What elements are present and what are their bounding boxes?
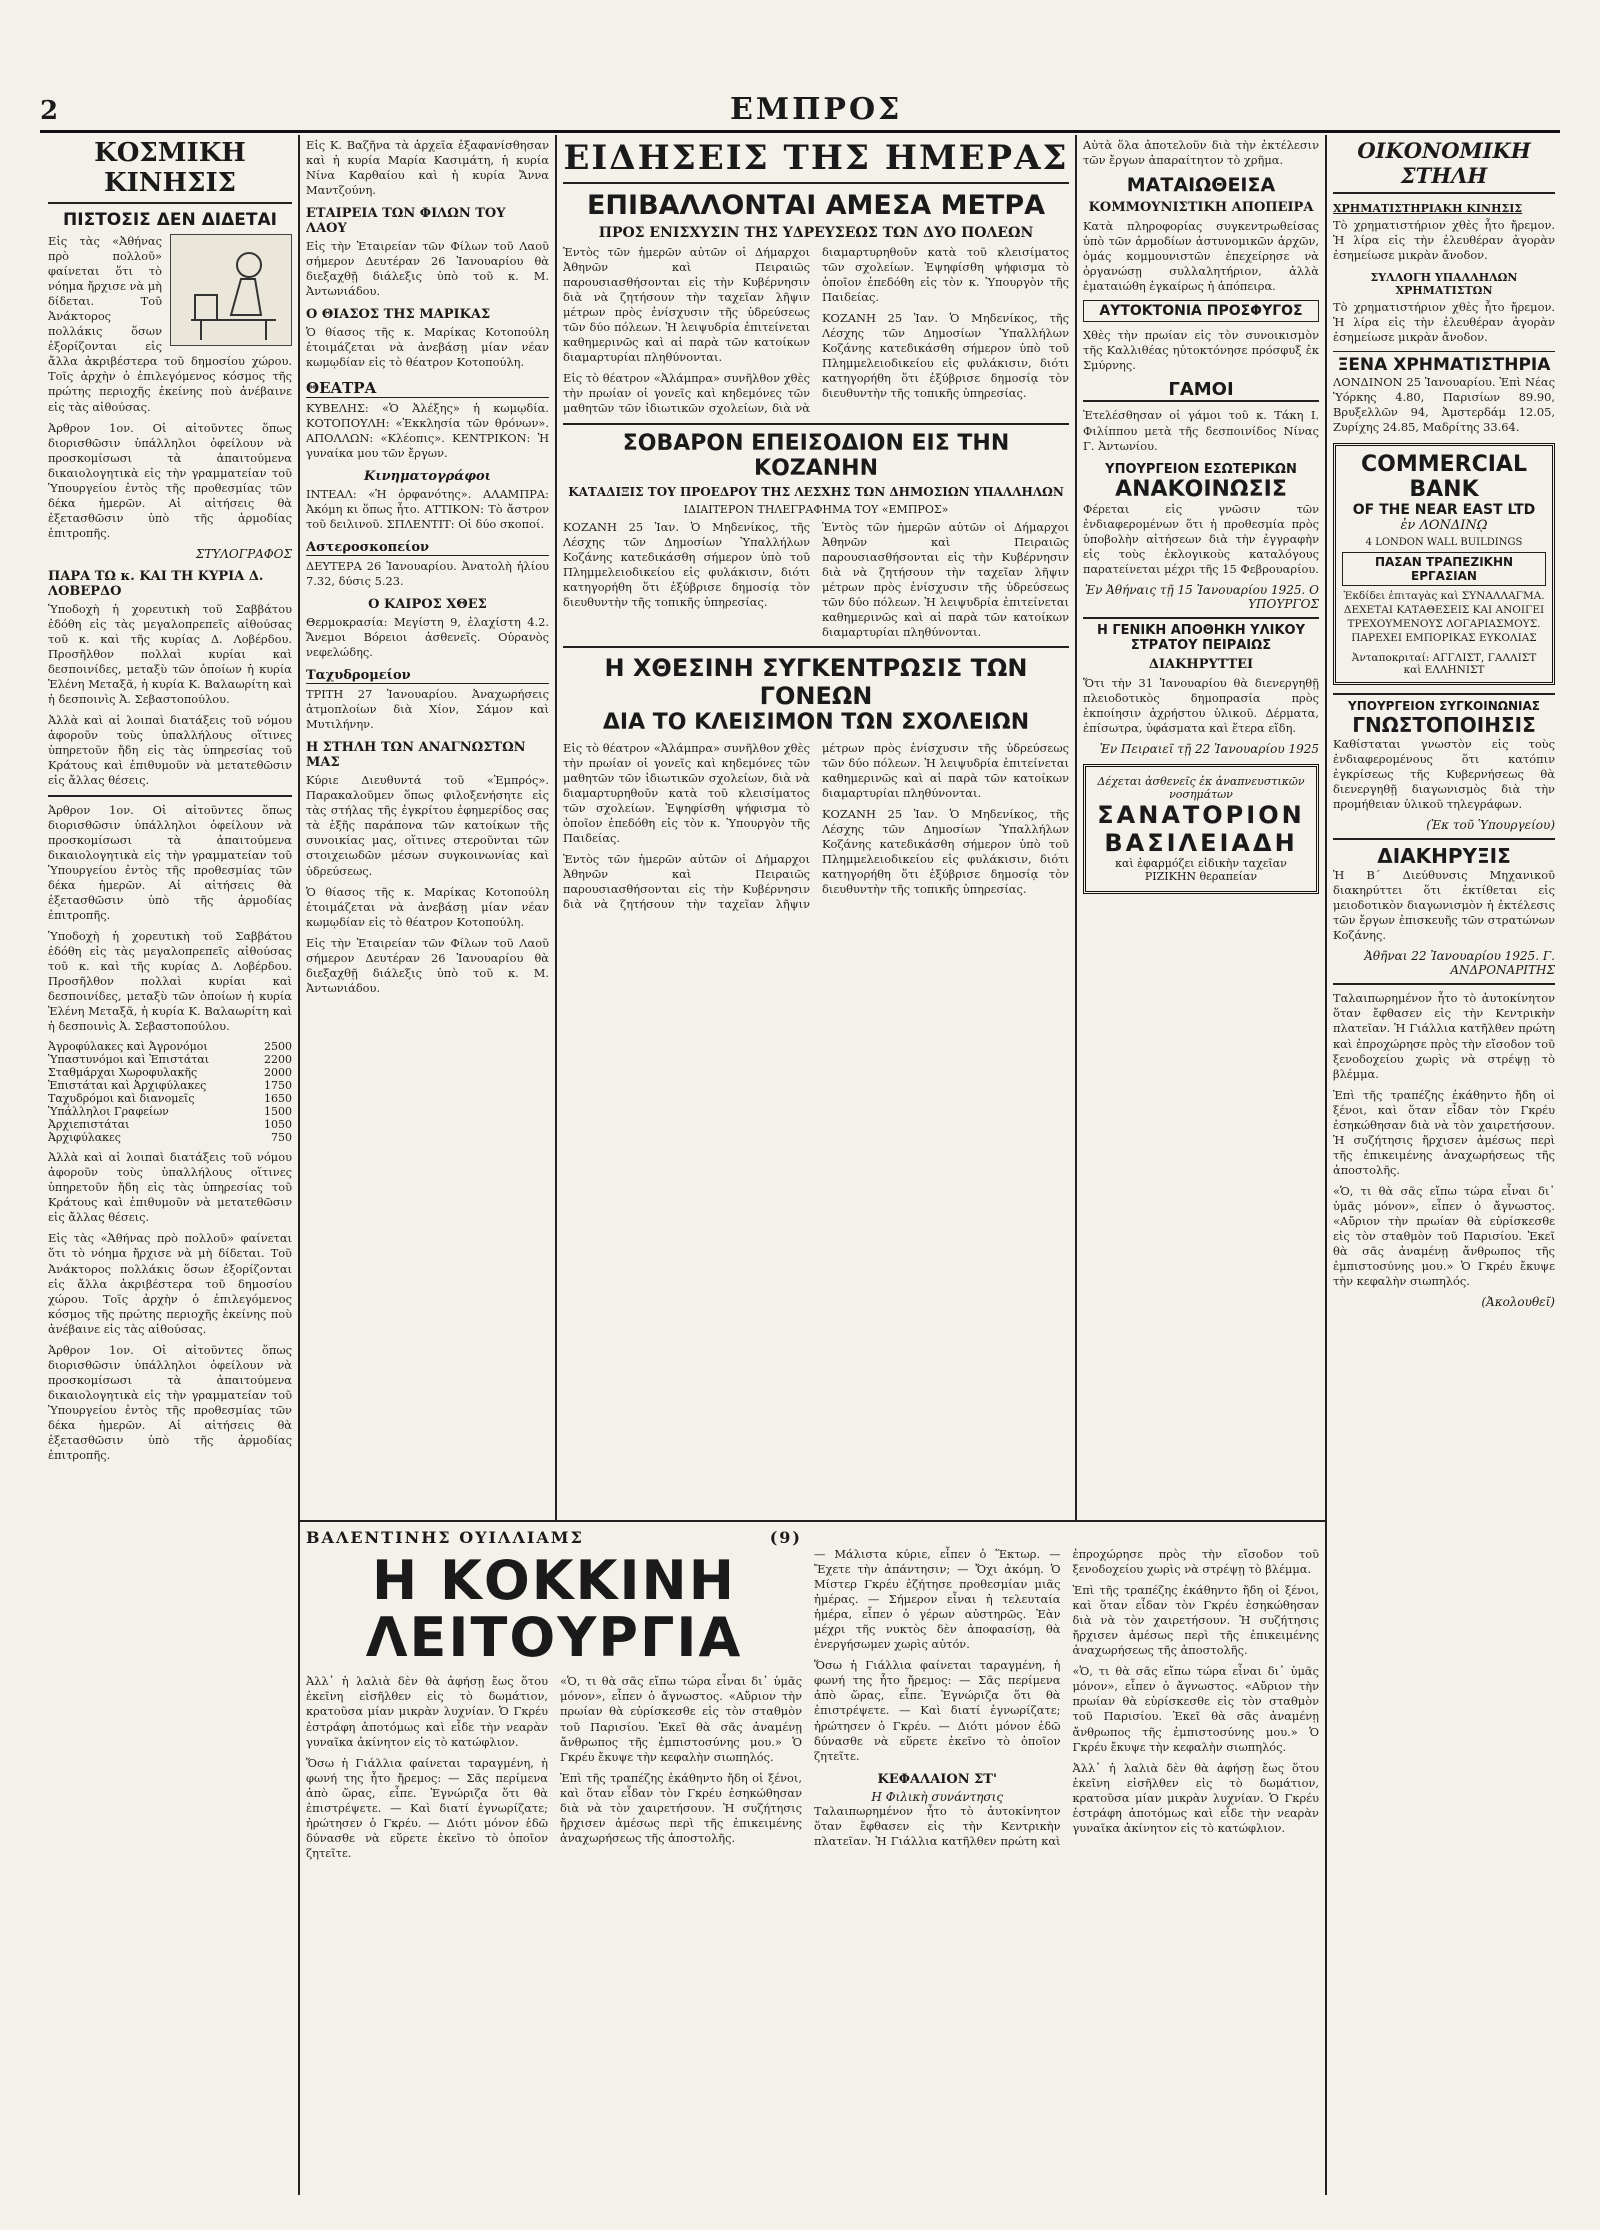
s2-body: Ὁ θίασος τῆς κ. Μαρίκας Κοτοπούλη ἑτοιμάζεται νὰ ἀνεβάσῃ μίαν νέαν κωμῳδίαν εἰς τὸ θέατρον Κοτοπούλη.: [306, 325, 549, 370]
story2-headline: ΣΟΒΑΡΟΝ ΕΠΕΙΣΟΔΙΟΝ ΕΙΣ ΤΗΝ ΚΟΖΑΝΗΝ: [622, 430, 1010, 481]
item1-body: Ὑποδοχὴ ἡ χορευτικὴ τοῦ Σαββάτου ἐδόθη εἰς τὰς μεγαλοπρεπεῖς αἰθούσας τοῦ κ. καὶ τῆς κυρίας Δ. Λοβέρδου. Προσῆλθον πολλαὶ κυρίαι καὶ δεσποινίδες, μεταξὺ τῶν ὁποίων ἡ κυρία Ἑλένη Μεταξᾶ, ἡ κυρία Κ. Βαλαωρίτη καὶ ἡ δεσποινὶς Ἀ. Σεβαστοπούλου.: [48, 601, 292, 707]
list-item: Ἐπιστάται καὶ Ἀρχιφύλακες 1750: [48, 1079, 292, 1093]
s4-body: Καθίσταται γνωστὸν εἰς τοὺς ἐνδιαφερομένους ὅτι κατόπιν ἐγκρίσεως τῆς Κυβερνήσεως θὰ διενεργηθῇ διαγωνισμὸς διὰ τὴν προμήθειαν ὑλικοῦ τηλεγράφων.: [1333, 736, 1555, 812]
serial-header: [306, 1528, 802, 1547]
divider: [48, 795, 292, 797]
divider: [563, 646, 1069, 648]
s3-body: Κύριε Διευθυντά τοῦ «Ἐμπρός». Παρακαλοῦμεν ὅπως φιλοξενήσητε εἰς τὰς στήλας τῆς ἐγκρίτου ἐφημερίδος σας τὰ ἑξῆς παράπονα τῶν κατοίκων τῆς συνοικίας μας, οἵτινες στεροῦνται τῶν στοιχειωδῶν μέσων συγκοινωνίας καὶ ὑδρεύσεως.: [306, 773, 549, 878]
s2-body: Χθὲς τὴν πρωίαν εἰς τὸν συνοικισμὸν τῆς Καλλιθέας ηὐτοκτόνησε πρόσφυξ ἐκ Σμύρνης.: [1083, 328, 1319, 373]
feature-title: ΠΙΣΤΟΣΙΣ ΔΕΝ ΔΙΔΕΤΑΙ: [63, 210, 277, 230]
theatre-body: ΚΥΒΕΛΗΣ: «Ὁ Ἀλέξης» ἡ κωμῳδία. ΚΟΤΟΠΟΥΛΗ: «Ἐκκλησία τῶν θρόνων». ΑΠΟΛΛΩΝ: «Κλέοπις». ΚΕΝΤΡΙΚΟΝ: Ἡ γυναίκα μου τῶν ἔργων.: [306, 400, 549, 460]
story3-body: Εἰς τὸ θέατρον «Ἀλάμπρα» συνῆλθον χθὲς τὴν πρωίαν οἱ γονεῖς καὶ κηδεμόνες τῶν μαθητῶν τῶν ἰδιωτικῶν σχολείων, διὰ νὰ διαμαρτυρηθοῦν κατὰ τοῦ κλεισίματος τῶν σχολείων. Ἐψηφίσθη ψήφισμα τὸ ὁποῖον ἐπεδόθη εἰς τὸν κ. Ὑπουργὸν τῆς Παιδείας.: [563, 740, 810, 846]
story2-byline: ΙΔΙΑΙΤΕΡΟΝ ΤΗΛΕΓΡΑΦΗΜΑ ΤΟΥ «ΕΜΠΡΟΣ»: [683, 502, 949, 516]
finance-continued: Ταλαιπωρημένον ἦτο τὸ ἀυτοκίνητον ὅταν ἔφθασεν εἰς τὴν Κεντρικὴν πλατεῖαν. Ἡ Γιάλλια κατῆλθεν πρώτη καὶ ἐπροχώρησε πρὸς τὴν εἴσοδον τοῦ ξενοδοχείου χωρὶς νὰ στρέψῃ τὸ βλέμμα.: [1333, 991, 1555, 1081]
s4-sub: ΓΝΩΣΤΟΠΟΙΗΣΙΣ: [1352, 712, 1536, 737]
calendar-body: ΤΡΙΤΗ 27 Ἰανουαρίου. Ἀναχωρήσεις ἀτμοπλοίων διὰ Χίον, Σάμον καὶ Μυτιλήνην.: [306, 687, 549, 732]
serial-para1: Ἀλλ᾽ ἡ λαλιὰ δὲν θὰ ἀφήσῃ ἔως ὅτου ἐκεῖνη εἰσῆλθεν εἰς τὸ δωμάτιον, κρατοῦσα μίαν μικρὰν λυχνίαν. Ὁ Γκρέυ ἐστράφη ἀποτόμως καὶ εἶδε τὴν νεαρὰν γυναῖκα ἀκίνητον εἰς τὸ κατώφλιον.: [306, 1674, 548, 1749]
story3-body-more: ΚΟΖΑΝΗ 25 Ἰαν. Ὁ Μηδενίκος, τῆς Λέσχης τῶν Δημοσίων Ὑπαλλήλων Κοζάνης κατεδικάσθη σήμερον ὑπὸ τοῦ Πλημμελειοδικείου εἰς φυλάκισιν, διότι κατηγορήθη ὅτι ἐξύβρισε δημοσίᾳ τὸν διευθυντὴν τῆς τοπικῆς ὑπηρεσίας.: [822, 807, 1069, 897]
list-item: Ταχυδρόμοι καὶ διανομεῖς 1650: [48, 1092, 292, 1106]
serial-para2-b: Ὅσω ἡ Γιάλλια φαίνεται ταραγμένη, ἡ φωνή της ἦτο ἤρεμος: — Σᾶς περίμενα ἀπὸ ὥρας, εἶπε. Ἐγνώριζα ὅτι θὰ ἐπιστρέψετε. — Καὶ διατί ἐγνωρίζατε; ἠρώτησεν ὁ Γκρέυ. — Διότι μόνον ἐδῶ δύνασθε νὰ εὕρετε ἐκεῖνο τὸ ὁποῖον ζητεῖτε.: [814, 1658, 1061, 1763]
item2-body: Ἀρθρον 1ον. Οἱ αἰτοῦντες ὅπως διορισθῶσιν ὑπάλληλοι ὀφείλουν νὰ προσκομίσωσι τὰ ἀπαιτούμενα δικαιολογητικὰ εἰς τὴν γραμματείαν τοῦ Ὑπουργείου ἐντὸς τῆς προθεσμίας τῶν δέκα ἡμερῶν. Αἱ αἰτήσεις θὰ ἐξετασθῶσιν ὑπὸ τῆς ἁρμοδίας ἐπιτροπῆς.: [48, 802, 292, 922]
bank-name: COMMERCIAL BANK: [1361, 452, 1527, 503]
theatre-title: ΘΕΑΤΡΑ: [306, 379, 549, 398]
serial-para2: Ὅσω ἡ Γιάλλια φαίνεται ταραγμένη, ἡ φωνή της ἦτο ἤρεμος: — Σᾶς περίμενα ἀπὸ ὥρας, εἶπε. Ἐγνώριζα ὅτι θὰ ἐπιστρέψετε. — Καὶ διατί ἐγνωρίζατε; ἠρώτησεν ὁ Γκρέυ. — Διότι μόνον ἐδῶ δύνασθε νὰ εὕρετε ἐκεῖνο τὸ ὁποῖον ζητεῖτε.: [306, 1755, 548, 1860]
cinema-title: Κινηματογράφοι: [364, 468, 491, 484]
chapter-sub: Η Φιλικὴ συνάντησις: [871, 1789, 1004, 1804]
serial-para5: Ταλαιπωρημένον ἦτο τὸ ἀυτοκίνητον ὅταν ἔφθασεν εἰς τὴν Κεντρικὴν πλατεῖαν. Ἡ Γιάλλια κατῆλθεν πρώτη καὶ ἐπροχώρησε πρὸς τὴν εἴσοδον τοῦ ξενοδοχείου χωρὶς νὰ στρέψῃ τὸ βλέμμα.: [814, 1547, 1319, 1848]
bank-ad: [1333, 443, 1555, 684]
serial-left: [306, 1547, 802, 1861]
col2-top-body: Εἰς Κ. Βαζῆνα τὰ ἀρχεῖα ἐξαφανίσθησαν καὶ ἡ κυρία Μαρία Κασιμάτη, ἡ κυρία Νίνα Καρθαίου καὶ ἡ κυρία Ἄννα Μαντζούνη.: [306, 138, 549, 198]
serial-para6: Ἐπὶ τῆς τραπέζης ἐκάθηντο ἤδη οἱ ξένοι, καὶ ὅταν εἶδαν τὸν Γκρέυ ἐσηκώθησαν διὰ νὰ τὸν χαιρετήσουν. Ἡ συζήτησις ἤρχισεν ἀμέσως περὶ τῆς ἐπικειμένης ἀναχωρήσεως τῆς ἀποστολῆς.: [1072, 1583, 1319, 1658]
s2-title: Ο ΘΙΑΣΟΣ ΤΗΣ ΜΑΡΙΚΑΣ: [306, 307, 491, 323]
astro-body: ΔΕΥΤΕΡΑ 26 Ἰανουαρίου. Ἀνατολὴ ἡλίου 7.32, δύσις 5.23.: [306, 558, 549, 588]
s4-title: ΥΠΟΥΡΓΕΙΟΝ ΣΥΓΚΟΙΝΩΝΙΑΣ: [1333, 693, 1555, 713]
serial-rule: [300, 1520, 1325, 1522]
section-title-social: ΚΟΣΜΙΚΗ ΚΙΝΗΣΙΣ: [48, 138, 292, 204]
lead-body: Ἐντὸς τῶν ἡμερῶν αὐτῶν οἱ Δήμαρχοι Ἀθηνῶν καὶ Πειραιῶς παρουσιασθήσονται εἰς τὴν Κυβέρνησιν διὰ νὰ ζητήσουν τὴν ταχεῖαν λῆψιν μέτρων πρὸς ἐνίσχυσιν τῆς ὑδρεύσεως τῶν δύο πόλεων. Ἡ λειψυδρία ἐπιτείνεται καθημερινῶς καὶ αἱ παρὰ τῶν κατοίκων διαμαρτυρίαι πληθύνονται.: [563, 245, 810, 365]
ad-big: ΣΑΝΑΤΟΡΙΟΝ ΒΑΣΙΛΕΙΑΔΗ: [1097, 801, 1305, 858]
s3-title: ΓΑΜΟΙ: [1083, 379, 1319, 402]
column-reports: [1083, 138, 1319, 1518]
s3-body-more: Εἰς τὴν Ἑταιρείαν τῶν Φίλων τοῦ Λαοῦ σήμερον Δευτέραν 26 Ἰανουαρίου θὰ διεξαχθῇ διάλεξις ὑπὸ τοῦ κ. Μ. Ἀντωνιάδου.: [306, 935, 549, 995]
serial-para1-c: Ἀλλ᾽ ἡ λαλιὰ δὲν θὰ ἀφήσῃ ἔως ὅτου ἐκεῖνη εἰσῆλθεν εἰς τὸ δωμάτιον, κρατοῦσα μίαν μικρὰν λυχνίαν. Ὁ Γκρέυ ἐστράφη ἀποτόμως καὶ εἶδε τὴν νεαρὰν γυναῖκα ἀκίνητον εἰς τὸ κατώφλιον.: [1072, 1760, 1319, 1835]
s5-body: Ὅτι τὴν 31 Ἰανουαρίου θὰ διενεργηθῇ πλειοδοτικὸς δημοπρασία πρὸς ἐκποίησιν ἀχρήστου ὑλικοῦ. Δέρματα, ἐπίσωτρα, ὑφάσματα καὶ ἕτερα εἴδη.: [1083, 675, 1319, 735]
serial-para1-b: Ἐπὶ τῆς τραπέζης ἐκάθηντο ἤδη οἱ ξένοι, καὶ ὅταν εἶδαν τὸν Γκρέυ ἐσηκώθησαν διὰ νὰ τὸν χαιρετήσουν. Ἡ συζήτησις ἤρχισεν ἀμέσως περὶ τῆς ἐπικειμένης ἀναχωρήσεως τῆς ἀποστολῆς.: [560, 1770, 802, 1845]
column-finance: [1333, 138, 1555, 2188]
page-number: 2: [40, 96, 59, 126]
story2-body-continued: Ἐντὸς τῶν ἡμερῶν αὐτῶν οἱ Δήμαρχοι Ἀθηνῶν καὶ Πειραιῶς παρουσιασθήσονται εἰς τὴν Κυβέρνησιν διὰ νὰ ζητήσουν τὴν ταχεῖαν λῆψιν μέτρων πρὸς ἐνίσχυσιν τῆς ὑδρεύσεως τῶν δύο πόλεων. Ἡ λειψυδρία ἐπιτείνεται καθημερινῶς καὶ αἱ παρὰ τῶν κατοίκων διαμαρτυρίαι πληθύνονται.: [822, 519, 1069, 639]
s4-sign: (Ἐκ τοῦ Ὑπουργείου): [1426, 818, 1555, 833]
masthead: [40, 90, 1560, 133]
cinema-body: ΙΝΤΕΑΛ: «Ἡ ὀρφανότης». ΑΛΑΜΠΡΑ: Ἀκόμη κι ὅπως ἦτο. ΑΤΤΙΚΟΝ: Τὸ ἄστρον τοῦ δειλινοῦ. ΣΠΛΕΝΤΙΤ: Οἱ δύο σκοποί.: [306, 486, 549, 531]
s5-sign: Ἐν Πειραιεῖ τῇ 22 Ἰανουαρίου 1925: [1099, 742, 1319, 757]
serial-para4: — Μάλιστα κύριε, εἶπεν ὁ Ἕκτωρ. — Ἔχετε τὴν ἀπάντησιν; — Ὄχι ἀκόμη. Ὁ Μίστερ Γκρέυ ἐζήτησε προθεσμίαν μιᾶς ἡμέρας. — Σήμερον εἶναι ἡ τελευταία ἡμέρα, εἶπεν ὁ γέρων αὐστηρῶς. Ἐὰν μέχρι τῆς νυκτὸς δὲν ἀποφασίσῃ, θὰ ἐνεργήσωμεν χωρὶς αὐτόν.: [814, 1547, 1061, 1652]
salary-list: [48, 1040, 292, 1144]
feature-body-continued: Ἀρθρον 1ον. Οἱ αἰτοῦντες ὅπως διορισθῶσιν ὑπάλληλοι ὀφείλουν νὰ προσκομίσωσι τὰ ἀπαιτούμενα δικαιολογητικὰ εἰς τὴν γραμματείαν τοῦ Ὑπουργείου ἐντὸς τῆς προθεσμίας τῶν δέκα ἡμερῶν. Αἱ αἰτήσεις θὰ ἐξετασθῶσιν ὑπὸ τῆς ἁρμοδίας ἐπιτροπῆς.: [48, 420, 292, 540]
bank-address: 4 LONDON WALL BUILDINGS: [1365, 537, 1523, 549]
bank-services: Ἐκδίδει ἐπιταγὰς καὶ ΣΥΝΑΛΛΑΓΜΑ. ΔΕΧΕΤΑΙ ΚΑΤΑΘΕΣΕΙΣ ΚΑΙ ΑΝΟΙΓΕΙ ΤΡΕΧΟΥΜΕΝΟΥΣ ΛΟΓΑΡΙΑΣΜΟΥΣ. ΠΑΡΕΧΕΙ ΕΜΠΟΡΙΚΑΣ ΕΥΚΟΛΙΑΣ: [1343, 590, 1545, 645]
serial-text-left: [306, 1674, 802, 1861]
column-rule: [298, 135, 300, 2195]
item3-body-more: Ἀρθρον 1ον. Οἱ αἰτοῦντες ὅπως διορισθῶσιν ὑπάλληλοι ὀφείλουν νὰ προσκομίσωσι τὰ ἀπαιτούμενα δικαιολογητικὰ εἰς τὴν γραμματείαν τοῦ Ὑπουργείου ἐντὸς τῆς προθεσμίας τῶν δέκα ἡμερῶν. Αἱ αἰτήσεις θὰ ἐξετασθῶσιν ὑπὸ τῆς ἁρμοδίας ἐπιτροπῆς.: [48, 1342, 292, 1463]
s4-title: ΥΠΟΥΡΓΕΙΟΝ ΕΣΩΤΕΡΙΚΩΝ: [1105, 461, 1297, 477]
s1-sub: ΚΟΜΜΟΥΝΙΣΤΙΚΗ ΑΠΟΠΕΙΡΑ: [1088, 200, 1314, 216]
story2-sub: ΚΑΤΑΔΙΞΙΣ ΤΟΥ ΠΡΟΕΔΡΟΥ ΤΗΣ ΛΕΣΧΗΣ ΤΩΝ ΔΗΜΟΣΙΩΝ ΥΠΑΛΛΗΛΩΝ: [568, 484, 1064, 499]
s3-title: Η ΣΤΗΛΗ ΤΩΝ ΑΝΑΓΝΩΣΤΩΝ ΜΑΣ: [306, 740, 526, 771]
s3-body: ΛΟΝΔΙΝΟΝ 25 Ἰανουαρίου. Ἐπὶ Νέας Ὑόρκης 4.80, Παρισίων 89.90, Βρυξελλῶν 94, Ἀμστερδάμ 12.05, Ζυρίχης 24.85, Μαδρίτης 33.64.: [1333, 375, 1555, 435]
item3-body-continued: Εἰς τὰς «Ἀθήνας πρὸ πολλοῦ» φαίνεται ὅτι τὸ νόημα ἤρχισε νὰ μὴ δίδεται. Τοῦ Ἀνάκτορος πολλάκις ὅσων ἐξορίζονται εἰς ἄλλα ἀκριβέστερα τοῦ δημοσίου χώρου. Τοῖς ἀρχὴν ὁ ἐπιλεγόμενος κόσμος τῆς πρώτης περιοχῆς ἐκείνης ποὺ ἀνέβαινε εἰς τὰς αἰθούσας.: [48, 1231, 292, 1336]
chapter-title: ΚΕΦΑΛΑΙΟΝ ΣΤ': [877, 1771, 997, 1787]
s5-title: Η ΓΕΝΙΚΗ ΑΠΟΘΗΚΗ ΥΛΙΚΟΥ ΣΤΡΑΤΟΥ ΠΕΙΡΑΙΩΣ: [1083, 617, 1319, 653]
serial-text-right: [814, 1547, 1319, 1861]
column-main-news: [563, 138, 1069, 1518]
illustration-icon: [170, 234, 292, 346]
lead-sub: ΠΡΟΣ ΕΝΙΣΧΥΣΙΝ ΤΗΣ ΥΔΡΕΥΣΕΩΣ ΤΩΝ ΔΥΟ ΠΟΛΕΩΝ: [598, 225, 1034, 241]
item3-body: Ἀλλὰ καὶ αἱ λοιπαὶ διατάξεις τοῦ νόμου ἀφοροῦν τοὺς ὑπαλλήλους οἵτινες ὑπηρετοῦν ἤδη εἰς τὰς ὑπηρεσίας τοῦ Κράτους καὶ ἐπιθυμοῦν νὰ μετατεθῶσιν εἰς ἄλλας θέσεις.: [48, 1150, 292, 1225]
s5-sub: ΔΙΑΚΗΡΥΤΤΕΙ: [1148, 656, 1254, 672]
item1-body-continued: Ἀλλὰ καὶ αἱ λοιπαὶ διατάξεις τοῦ νόμου ἀφοροῦν τοὺς ὑπαλλήλους οἵτινες ὑπηρετοῦν ἤδη εἰς τὰς ὑπηρεσίας τοῦ Κράτους καὶ ἐπιθυμοῦν νὰ μετατεθῶσιν εἰς ἄλλας θέσεις.: [48, 713, 292, 788]
col5-top-body: Αὐτὰ ὅλα ἀποτελοῦν διὰ τὴν ἐκτέλεσιν τῶν ἔργων ἀπαραίτητον τὸ χρῆμα.: [1083, 138, 1319, 168]
s5-title: ΔΙΑΚΗΡΥΞΙΣ: [1333, 838, 1555, 868]
item1-title: ΠΑΡΑ ΤΩ κ. ΚΑΙ ΤΗ ΚΥΡΙΑ Δ. ΛΟΒΕΡΔΟ: [48, 568, 264, 599]
column-rule: [555, 135, 557, 1520]
column-rule: [1325, 135, 1327, 2195]
feature-body: Εἰς τὰς «Ἀθήνας πρὸ πολλοῦ» φαίνεται ὅτι τὸ νόημα ἤρχισε νὰ μὴ δίδεται. Τοῦ Ἀνάκτορος πολλάκις ὅσων ἐξορίζονται εἰς ἄλλα ἀκριβέστερα τοῦ δημοσίου χώρου. Τοῖς ἀρχὴν ὁ ἐπιλεγόμενος κόσμος τῆς πρώτης περιοχῆς ἐκείνης ποὺ ἀνέβαινε εἰς τὰς αἰθούσας.: [48, 234, 292, 414]
bank-city: ἐν ΛΟΝΔΙΝῼ: [1400, 518, 1488, 534]
s1-body: Τὸ χρηματιστήριον χθὲς ἦτο ἤρεμον. Ἡ λίρα εἰς τὴν ἐλευθέραν ἀγορὰν ἐσημείωσε μικρὰν ἄνοδον.: [1333, 218, 1555, 263]
s1-title: ΧΡΗΜΑΤΙΣΤΗΡΙΑΚΗ ΚΙΝΗΣΙΣ: [1333, 202, 1523, 215]
signature: ΣΤΥΛΟΓΡΑΦΟΣ: [195, 546, 292, 561]
list-item: Ὑπαστυνόμοι καὶ Ἐπιστάται 2200: [48, 1053, 292, 1067]
s5-body: Ἡ Β΄ Διεύθυνσις Μηχανικοῦ διακηρύττει ὅτι ἐκτίθεται εἰς μειοδοτικὸν διαγωνισμὸν ἡ ἐκτέλεσις τῶν ἔργων ἐπισκευῆς τῶν στρατώνων Κοζάνης.: [1333, 868, 1555, 943]
s2-title: ΑΥΤΟΚΤΟΝΙΑ ΠΡΟΣΦΥΓΟΣ: [1083, 300, 1319, 322]
bank-corr: Ἀνταποκριταί: ΑΓΓΛΙΣΤ, ΓΑΛΛΙΣΤ καὶ ΕΛΛΗΝΙΣΤ: [1351, 651, 1537, 676]
serial-number: (9): [769, 1528, 802, 1547]
column-social: [48, 138, 292, 2188]
s3-body-continued: Ὁ θίασος τῆς κ. Μαρίκας Κοτοπούλη ἑτοιμάζεται νὰ ἀνεβάσῃ μίαν νέαν κωμῳδίαν εἰς τὸ θέατρον Κοτοπούλη.: [306, 884, 549, 929]
ad-top: Δέχεται ἀσθενεῖς ἐκ ἀναπνευστικῶν νοσημάτων: [1097, 775, 1305, 802]
lead-body-continued: Εἰς τὸ θέατρον «Ἀλάμπρα» συνῆλθον χθὲς τὴν πρωίαν οἱ γονεῖς καὶ κηδεμόνες τῶν μαθητῶν τῶν ἰδιωτικῶν σχολείων, διὰ νὰ διαμαρτυρηθοῦν κατὰ τοῦ κλεισίματος τῶν σχολείων. Ἐψηφίσθη ψήφισμα τὸ ὁποῖον ἐπεδόθη εἰς τὸν κ. Ὑπουργὸν τῆς Παιδείας.: [563, 245, 1069, 416]
s4-sub: ΑΝΑΚΟΙΝΩΣΙΣ: [1115, 476, 1287, 502]
s1-title: ΕΤΑΙΡΕΙΑ ΤΩΝ ΦΙΛΩΝ ΤΟΥ ΛΑΟΥ: [306, 206, 506, 237]
list-item: Ἀρχιφύλακες 750: [48, 1131, 292, 1145]
paper-name: ΕΜΠΡΟΣ: [730, 92, 903, 127]
serial-columns: [306, 1547, 1319, 1861]
serial-continued: (Ἀκολουθεῖ): [1481, 1295, 1555, 1310]
sanatorium-ad: [1083, 764, 1319, 894]
serial-title: Η ΚΟΚΚΙΝΗ ΛΕΙΤΟΥΡΓΙΑ: [365, 1549, 743, 1669]
s2-title: ΣΥΛΛΟΓΗ ΥΠΑΛΛΗΛΩΝ ΧΡΗΜΑΤΙΣΤΩΝ: [1370, 271, 1518, 298]
astro-title: Αστεροσκοπείον: [306, 540, 549, 556]
section-title-news: ΕΙΔΗΣΕΙΣ ΤΗΣ ΗΜΕΡΑΣ: [563, 138, 1069, 184]
section-title-finance: ΟΙΚΟΝΟΜΙΚΗ ΣΤΗΛΗ: [1333, 138, 1555, 194]
list-item: Ἀρχιεπιστάται 1050: [48, 1118, 292, 1132]
calendar-title: Ταχυδρομείον: [306, 668, 549, 684]
bank-line: ΠΑΣΑΝ ΤΡΑΠΕΖΙΚΗΝ ΕΡΓΑΣΙΑΝ: [1342, 552, 1546, 586]
s3-body: Ἐτελέσθησαν οἱ γάμοι τοῦ κ. Τάκη Ι. Φιλίππου μετὰ τῆς δεσποινίδος Νίνας Γ. Ἀντωνίου.: [1083, 408, 1319, 453]
story3-body-continued: Ἐντὸς τῶν ἡμερῶν αὐτῶν οἱ Δήμαρχοι Ἀθηνῶν καὶ Πειραιῶς παρουσιασθήσονται εἰς τὴν Κυβέρνησιν διὰ νὰ ζητήσουν τὴν ταχεῖαν λῆψιν μέτρων πρὸς ἐνίσχυσιν τῆς ὑδρεύσεως τῶν δύο πόλεων. Ἡ λειψυδρία ἐπιτείνεται καθημερινῶς καὶ αἱ παρὰ τῶν κατοίκων διαμαρτυρίαι πληθύνονται.: [563, 740, 1069, 912]
item2-body-continued: Ὑποδοχὴ ἡ χορευτικὴ τοῦ Σαββάτου ἐδόθη εἰς τὰς μεγαλοπρεπεῖς αἰθούσας τοῦ κ. καὶ τῆς κυρίας Δ. Λοβέρδου. Προσῆλθον πολλαὶ κυρίαι καὶ δεσποινίδες, μεταξὺ τῶν ὁποίων ἡ κυρία Ἑλένη Μεταξᾶ, ἡ κυρία Κ. Βαλαωρίτη καὶ ἡ δεσποινὶς Ἀ. Σεβαστοπούλου.: [48, 928, 292, 1034]
serial-para3: «Ὁ, τι θὰ σᾶς εἴπω τώρα εἶναι δι᾽ ὑμᾶς μόνον», εἶπεν ὁ ἄγνωστος. «Αὔριον τὴν πρωίαν θὰ εὑρίσκεσθε εἰς τὸν σταθμὸν τοῦ Παρισίου. Ἐκεῖ θὰ σᾶς ἀναμένῃ ἄνθρωπος τῆς ἐμπιστοσύνης μου.» Ὁ Γκρέυ ἔκυψε τὴν κεφαλὴν σιωπηλός.: [560, 1674, 802, 1764]
s5-sign: Ἀθῆναι 22 Ἰανουαρίου 1925. Γ. ΑΝΔΡΟΝΑΡΙΤΗΣ: [1364, 949, 1555, 978]
weather-body: Θερμοκρασία: Μεγίστη 9, ἐλαχίστη 4.2. Ἄνεμοι Βόρειοι ἀσθενεῖς. Οὐρανὸς νεφελώδης.: [306, 614, 549, 660]
s4-body: Φέρεται εἰς γνῶσιν τῶν ἐνδιαφερομένων ὅτι ἡ προθεσμία πρὸς ὑποβολὴν αἰτήσεων διὰ τὴν ἐγγραφὴν εἰς τοὺς ἐκλογικοὺς καταλόγους παρατείνεται μέχρι τῆς 15 Φεβρουαρίου.: [1083, 501, 1319, 576]
s1-body: Εἰς τὴν Ἑταιρείαν τῶν Φίλων τοῦ Λαοῦ σήμερον Δευτέραν 26 Ἰανουαρίου θὰ διεξαχθῇ διάλεξις ὑπὸ τοῦ κ. Μ. Ἀντωνιάδου.: [306, 239, 549, 299]
ad-bottom: καὶ ἐφαρμόζει εἰδικὴν ταχεῖαν ΡΙΖΙΚΗΝ θεραπείαν: [1115, 857, 1287, 884]
lead-body-more: ΚΟΖΑΝΗ 25 Ἰαν. Ὁ Μηδενίκος, τῆς Λέσχης τῶν Δημοσίων Ὑπαλλήλων Κοζάνης κατεδικάσθη σήμερον ὑπὸ τοῦ Πλημμελειοδικείου εἰς φυλάκισιν, διότι κατηγορήθη ὅτι ἐξύβρισε δημοσίᾳ τὸν διευθυντὴν τῆς τοπικῆς ὑπηρεσίας.: [822, 311, 1069, 401]
weather-title: Ο ΚΑΙΡΟΣ ΧΘΕΣ: [368, 596, 487, 612]
story2: [563, 520, 1069, 640]
story2-body: ΚΟΖΑΝΗ 25 Ἰαν. Ὁ Μηδενίκος, τῆς Λέσχης τῶν Δημοσίων Ὑπαλλήλων Κοζάνης κατεδικάσθη σήμερον ὑπὸ τοῦ Πλημμελειοδικείου εἰς φυλάκισιν, διότι κατηγορήθη ὅτι ἐξύβρισε δημοσίᾳ τὸν διευθυντὴν τῆς τοπικῆς ὑπηρεσίας.: [563, 519, 810, 609]
story3-sub: ΔΙΑ ΤΟ ΚΛΕΙΣΙΜΟΝ ΤΩΝ ΣΧΟΛΕΙΩΝ: [602, 709, 1030, 735]
story3-headline: Η ΧΘΕΣΙΝΗ ΣΥΓΚΕΝΤΡΩΣΙΣ ΤΩΝ ΓΟΝΕΩΝ: [604, 653, 1028, 710]
story3: [563, 741, 1069, 913]
divider: [1333, 983, 1555, 985]
bank-of: OF THE NEAR EAST LTD: [1352, 502, 1536, 519]
s1-title: ΜΑΤΑΙΩΘΕΙΣΑ: [1126, 174, 1276, 197]
divider: [563, 423, 1069, 425]
lead-story: [563, 245, 1069, 417]
list-item: Ἀγροφύλακες καὶ Ἀγρονόμοι 2500: [48, 1040, 292, 1054]
s1-body: Κατὰ πληροφορίας συγκεντρωθείσας ὑπὸ τῶν ἁρμοδίων ἀστυνομικῶν ἀρχῶν, ὁμάς κομμουνιστῶν ἐπεχείρησε νὰ ὀργανώσῃ συλλαλητήριον, ἀλλὰ ἐματαιώθη ἐγκαίρως ἡ ἀπόπειρα.: [1083, 219, 1319, 294]
list-item: Ὑπάλληλοι Γραφείων 1500: [48, 1105, 292, 1119]
serial-section: [306, 1528, 1319, 2190]
finance-continued-3: «Ὁ, τι θὰ σᾶς εἴπω τώρα εἶναι δι᾽ ὑμᾶς μόνον», εἶπεν ὁ ἄγνωστος. «Αὔριον τὴν πρωίαν θὰ εὑρίσκεσθε εἰς τὸν σταθμὸν τοῦ Παρισίου. Ἐκεῖ θὰ σᾶς ἀναμένῃ ἄνθρωπος τῆς ἐμπιστοσύνης μου.» Ὁ Γκρέυ ἔκυψε τὴν κεφαλὴν σιωπηλός.: [1333, 1183, 1555, 1289]
column-notices: [306, 138, 549, 1518]
list-item: Σταθμάρχαι Χωροφυλακῆς 2000: [48, 1066, 292, 1080]
lead-headline: ΕΠΙΒΑΛΛΟΝΤΑΙ ΑΜΕΣΑ ΜΕΤΡΑ: [586, 190, 1046, 221]
finance-continued-2: Ἐπὶ τῆς τραπέζης ἐκάθηντο ἤδη οἱ ξένοι, καὶ ὅταν εἶδαν τὸν Γκρέυ ἐσηκώθησαν διὰ νὰ τὸν χαιρετήσουν. Ἡ συζήτησις ἤρχισεν ἀμέσως περὶ τῆς ἐπικειμένης ἀναχωρήσεως τῆς ἀποστολῆς.: [1333, 1087, 1555, 1177]
serial-para3-b: «Ὁ, τι θὰ σᾶς εἴπω τώρα εἶναι δι᾽ ὑμᾶς μόνον», εἶπεν ὁ ἄγνωστος. «Αὔριον τὴν πρωίαν θὰ εὑρίσκεσθε εἰς τὸν σταθμὸν τοῦ Παρισίου. Ἐκεῖ θὰ σᾶς ἀναμένῃ ἄνθρωπος τῆς ἐμπιστοσύνης μου.» Ὁ Γκρέυ ἔκυψε τὴν κεφαλὴν σιωπηλός.: [1072, 1664, 1319, 1754]
s3-title: ΞΕΝΑ ΧΡΗΜΑΤΙΣΤΗΡΙΑ: [1333, 351, 1555, 375]
s2-body: Τὸ χρηματιστήριον χθὲς ἦτο ἤρεμον. Ἡ λίρα εἰς τὴν ἐλευθέραν ἀγορὰν ἐσημείωσε μικρὰν ἄνοδον.: [1333, 300, 1555, 345]
serial-author: ΒΑΛΕΝΤΙΝΗΣ ΟΥΙΛΛΙΑΜΣ: [306, 1528, 584, 1547]
s4-sign: Ἐν Ἀθήναις τῇ 15 Ἰανουαρίου 1925. Ο ΥΠΟΥΡΓΟΣ: [1084, 582, 1319, 611]
column-rule: [1075, 135, 1077, 1520]
